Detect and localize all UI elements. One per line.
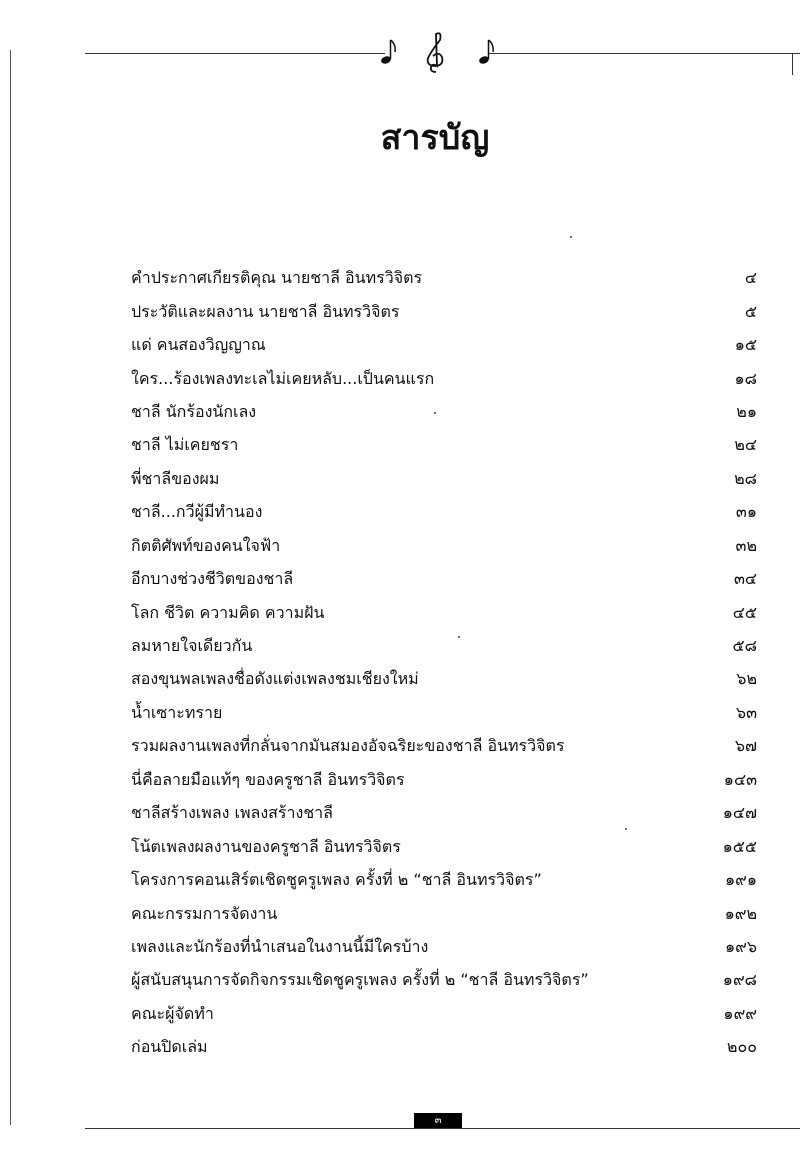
toc-entry [131,563,757,596]
toc-entry-page: ๑๙๑ [724,870,757,890]
toc-entry [131,764,757,797]
toc-entry-page: ๑๙๒ [724,903,757,923]
scan-speck [570,236,572,238]
toc-entry [131,329,757,362]
toc-entry-page: ๓๒ [735,535,757,555]
toc-entry [131,463,757,496]
toc-entry-page: ๓๑ [735,502,757,522]
toc-entry-title: รวมผลงานเพลงที่กลั่นจากมันสมองอัจฉริยะของชาลี อินทรวิจิตร [131,736,565,756]
toc-entry-page: ๑๕ [734,335,757,355]
toc-entry-title: สองขุนพลเพลงชื่อดังแต่งเพลงชมเชียงใหม่ [131,669,419,689]
toc-entry-page: ๕๘ [732,636,757,656]
toc-entry-title: อีกบางช่วงชีวิตของชาลี [131,569,294,589]
toc-entry-page: ๑๔๗ [722,803,757,823]
toc-entry-page: ๑๙๖ [724,936,757,956]
toc-entry-title: ชาลี...กวีผู้มีทำนอง [131,502,263,522]
table-of-contents [131,262,757,1065]
header-rule-right [488,53,800,54]
toc-entry-page: ๖๓ [735,702,757,722]
toc-entry [131,730,757,763]
toc-entry-page: ๖๒ [736,669,757,689]
toc-entry-title: ชาลีสร้างเพลง เพลงสร้างชาลี [131,803,333,823]
toc-entry [131,797,757,830]
toc-entry-title: คำประกาศเกียรติคุณ นายชาลี อินทรวิจิตร [131,268,423,288]
toc-entry-page: ๑๕๕ [722,836,757,856]
toc-entry-page: ๑๙๙ [723,1003,757,1023]
toc-entry [131,362,757,395]
toc-entry-page: ๔ [744,268,757,288]
toc-entry-page: ๔๕ [732,602,757,622]
toc-entry-page: ๒๘ [734,468,757,488]
footer-rule [85,1128,800,1129]
toc-entry-title: พี่ชาลีของผม [131,468,220,488]
toc-entry-title: คณะกรรมการจัดงาน [131,903,278,923]
toc-entry-page: ๒๐๐ [726,1037,757,1057]
toc-entry [131,596,757,629]
toc-entry [131,262,757,295]
toc-entry-title: ประวัติและผลงาน นายชาลี อินทรวิจิตร [131,301,400,321]
toc-entry [131,864,757,897]
toc-entry [131,1031,757,1064]
page-title: สารบัญ [380,118,490,158]
scan-speck [458,636,460,638]
toc-entry-title: น้ำเซาะทราย [131,702,223,722]
toc-entry-title: ใคร...ร้องเพลงทะเลไม่เคยหลับ...เป็นคนแรก [131,368,435,388]
toc-entry-page: ๑๙๘ [722,970,757,990]
toc-entry-title: คณะผู้จัดทำ [131,1003,214,1023]
toc-entry [131,663,757,696]
toc-entry-page: ๖๗ [734,736,757,756]
toc-entry [131,530,757,563]
toc-entry [131,931,757,964]
toc-entry-title: เพลงและนักร้องที่นำเสนอในงานนี้มีใครบ้าง [131,936,429,956]
music-decoration [376,28,496,78]
page-number: ๓ [414,1113,462,1128]
toc-entry-title: โน้ตเพลงผลงานของครูชาลี อินทรวิจิตร [131,836,401,856]
toc-entry-title: โลก ชีวิต ความคิด ความฝัน [131,602,325,622]
toc-entry-page: ๓๔ [733,569,757,589]
left-margin-rule [10,50,11,1125]
toc-entry-title: ลมหายใจเดียวกัน [131,636,253,656]
toc-entry-title: กิตติศัพท์ของคนใจฟ้า [131,535,281,555]
toc-entry [131,630,757,663]
toc-entry [131,429,757,462]
toc-entry [131,295,757,328]
header-rule-left [85,53,385,54]
toc-entry [131,496,757,529]
toc-entry-title: ผู้สนับสนุนการจัดกิจกรรมเชิดชูครูเพลง ครั้งที่ ๒ “ชาลี อินทรวิจิตร” [131,970,589,990]
toc-entry-title: ชาลี นักร้องนักเลง [131,401,257,421]
toc-entry [131,830,757,863]
toc-entry [131,964,757,997]
toc-entry [131,396,757,429]
toc-entry-page: ๒๑ [736,401,757,421]
toc-entry-title: นี่คือลายมือแท้ๆ ของครูชาลี อินทรวิจิตร [131,769,405,789]
header-rule-end [792,53,793,75]
eighth-note-icon [478,40,493,65]
treble-clef-icon [428,33,443,72]
toc-entry [131,998,757,1031]
toc-entry-page: ๑๔๓ [723,769,757,789]
toc-entry [131,697,757,730]
toc-entry-title: โครงการคอนเสิร์ตเชิดชูครูเพลง ครั้งที่ ๒ “ชาลี อินทรวิจิตร” [131,870,542,890]
scan-speck [434,412,436,414]
eighth-note-icon [380,40,395,65]
toc-entry [131,897,757,930]
scan-speck [625,828,627,830]
toc-entry-page: ๑๘ [734,368,757,388]
toc-entry-title: แด่ คนสองวิญญาณ [131,335,266,355]
toc-entry-page: ๕ [744,301,757,321]
toc-entry-page: ๒๔ [734,435,757,455]
toc-entry-title: ก่อนปิดเล่ม [131,1037,208,1057]
toc-entry-title: ชาลี ไม่เคยชรา [131,435,239,455]
